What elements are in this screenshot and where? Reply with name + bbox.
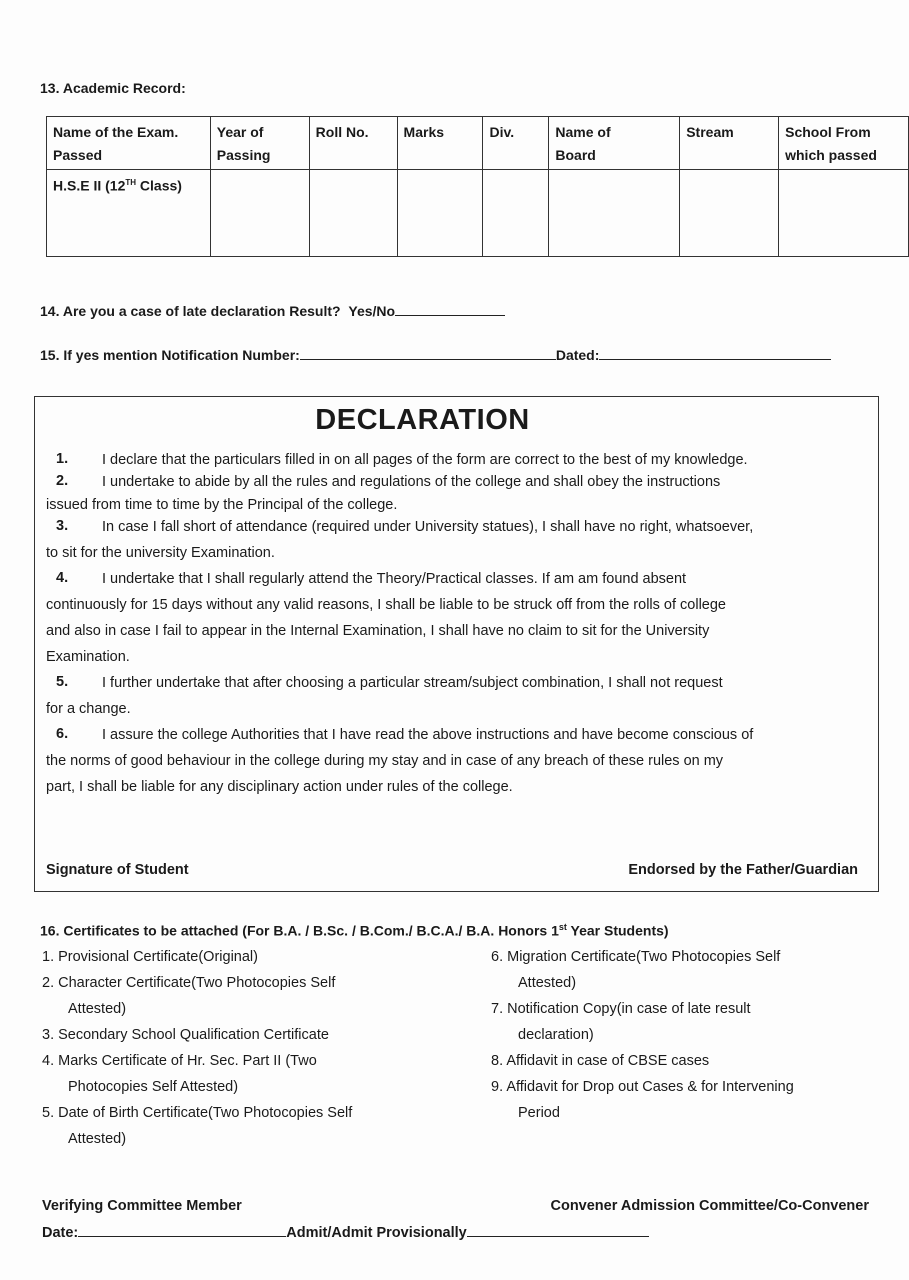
decl-line-3a: In case I fall short of attendance (required under University statues), I shall have no right, whatsoever, (102, 519, 754, 535)
notification-number-blank[interactable] (300, 345, 556, 360)
certificate-item-9: 9. Affidavit for Drop out Cases & for Intervening (491, 1079, 794, 1095)
certificate-item-2: 2. Character Certificate(Two Photocopies Self (42, 975, 336, 991)
decl-line-5b: for a change. (46, 701, 131, 717)
decl-number-6: 6. (56, 726, 69, 742)
academic-record-title: 13. Academic Record: (40, 80, 186, 96)
convener-admission-committee: Convener Admission Committee/Co-Convener (550, 1198, 869, 1214)
certificate-item-2-cont: Attested) (68, 1001, 127, 1017)
cell-stream[interactable] (680, 170, 779, 257)
decl-line-3b: to sit for the university Examination. (46, 545, 275, 561)
verifying-committee-member: Verifying Committee Member (42, 1198, 242, 1214)
notification-number-question: 15. If yes mention Notification Number: Dated: (40, 345, 831, 363)
decl-line-2a: I undertake to abide by all the rules and regulations of the college and shall obey the instructions (102, 474, 721, 490)
certificate-item-7: 7. Notification Copy(in case of late result (491, 1001, 751, 1017)
declaration-title: DECLARATION (315, 404, 530, 436)
col-header-roll: Roll No. (309, 117, 397, 170)
col-header-board: Name of Board (549, 117, 680, 170)
certificate-item-8: 8. Affidavit in case of CBSE cases (491, 1053, 710, 1069)
certificate-item-6-cont: Attested) (518, 975, 577, 991)
cell-school[interactable] (779, 170, 909, 257)
cell-roll[interactable] (309, 170, 397, 257)
decl-line-4d: Examination. (46, 649, 130, 665)
admit-blank[interactable] (467, 1222, 649, 1237)
certificate-item-5: 5. Date of Birth Certificate(Two Photocopies Self (42, 1105, 353, 1121)
decl-number-2: 2. (56, 473, 69, 489)
col-header-stream: Stream (680, 117, 779, 170)
decl-line-1: I declare that the particulars filled in on all pages of the form are correct to the best of my knowledge. (102, 452, 748, 468)
certificate-item-3: 3. Secondary School Qualification Certificate (42, 1027, 329, 1043)
dated-blank[interactable] (599, 345, 831, 360)
decl-number-5: 5. (56, 674, 69, 690)
guardian-endorsement: Endorsed by the Father/Guardian (628, 862, 858, 878)
footer-date-row: Date: Admit/Admit Provisionally (42, 1222, 649, 1241)
signature-of-student: Signature of Student (46, 862, 189, 878)
col-header-school: School From which passed (779, 117, 909, 170)
decl-line-6c: part, I shall be liable for any disciplinary action under rules of the college. (46, 779, 513, 795)
cell-year[interactable] (210, 170, 309, 257)
date-blank[interactable] (78, 1222, 286, 1237)
declaration-box (34, 396, 879, 892)
late-declaration-blank[interactable] (395, 301, 505, 316)
cell-board[interactable] (549, 170, 680, 257)
decl-number-1: 1. (56, 451, 69, 467)
decl-line-2b: issued from time to time by the Principal of the college. (46, 497, 398, 513)
col-header-exam: Name of the Exam. Passed (47, 117, 211, 170)
decl-line-6a: I assure the college Authorities that I have read the above instructions and have become conscious of (102, 727, 754, 743)
decl-number-3: 3. (56, 518, 69, 534)
certificates-title: 16. Certificates to be attached (For B.A. / B.Sc. / B.Com./ B.C.A./ B.A. Honors 1st Year Students) (40, 922, 669, 939)
certificate-item-6: 6. Migration Certificate(Two Photocopies Self (491, 949, 781, 965)
cell-marks[interactable] (397, 170, 483, 257)
cell-exam-name: H.S.E II (12TH Class) (47, 170, 211, 257)
table-header-row (47, 117, 909, 170)
certificate-item-9-cont: Period (518, 1105, 560, 1121)
decl-number-4: 4. (56, 570, 69, 586)
certificate-item-4-cont: Photocopies Self Attested) (68, 1079, 239, 1095)
decl-line-4c: and also in case I fail to appear in the Internal Examination, I shall have no claim to sit for the University (46, 623, 710, 639)
table-row (47, 170, 909, 257)
certificate-item-7-cont: declaration) (518, 1027, 594, 1043)
certificate-item-1: 1. Provisional Certificate(Original) (42, 949, 258, 965)
late-declaration-question: 14. Are you a case of late declaration Result? Yes/No (40, 301, 505, 319)
decl-line-6b: the norms of good behaviour in the college during my stay and in case of any breach of these rules on my (46, 753, 724, 769)
col-header-marks: Marks (397, 117, 483, 170)
decl-line-4a: I undertake that I shall regularly attend the Theory/Practical classes. If am am found absent (102, 571, 687, 587)
col-header-div: Div. (483, 117, 549, 170)
decl-line-4b: continuously for 15 days without any valid reasons, I shall be liable to be struck off from the rolls of college (46, 597, 726, 613)
certificate-item-5-cont: Attested) (68, 1131, 127, 1147)
certificate-item-4: 4. Marks Certificate of Hr. Sec. Part II (Two (42, 1053, 317, 1069)
cell-div[interactable] (483, 170, 549, 257)
decl-line-5a: I further undertake that after choosing a particular stream/subject combination, I shall not request (102, 675, 723, 691)
col-header-year: Year of Passing (210, 117, 309, 170)
academic-record-table (46, 116, 909, 257)
